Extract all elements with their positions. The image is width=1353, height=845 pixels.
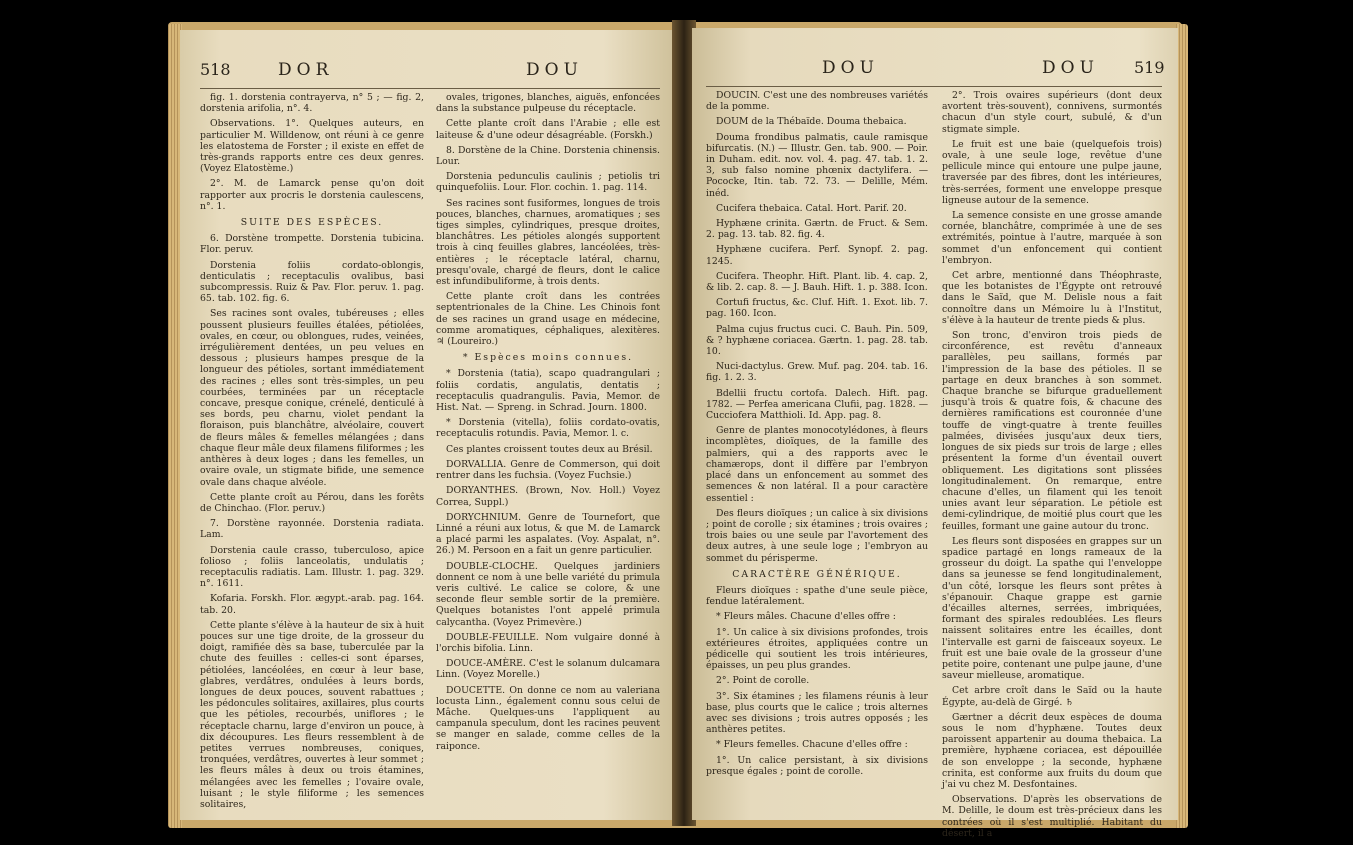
paragraph: Cucifera thebaica. Catal. Hort. Parif. 20. xyxy=(716,202,907,214)
paragraph: 2°. M. de Lamarck pense qu'on doit rapporter aux procris le dorstenia caulescens, n°. 1. xyxy=(200,178,424,212)
right-column-2 xyxy=(942,90,1162,843)
right-column-1 xyxy=(706,90,928,781)
head-rule-right xyxy=(706,86,1162,87)
paragraph: Les fleurs sont disposées en grappes sur un spadice partagé en longs rameaux de la grosseur du doigt. La spathe qui l'enveloppe dans sa jeunesse se fend longitudinalement, d'un côté, lorsque les fleurs sont prêtes à s'épanouir. Chaque grappe est garnie d'écailles alternes, serrées, imbriquées, formant des spirales redoublées. Les fleurs naissent solitaires entre les écailles, dont l'intervalle est garni de faisceaux soyeux. Le fruit est une baie ovale de la grosseur d'une petite poire, contenant une pulpe jaune, d'une saveur mielleuse, aromatique. xyxy=(942,535,1162,682)
paragraph: Le fruit est une baie (quelquefois trois) ovale, à une seule loge, revêtue d'une pellicule mince qui entoure une pulpe jaune, traversée par des fibres, dont les intérieures, très-serrées, forment une enveloppe presque ligneuse autour de la semence. xyxy=(942,138,1162,206)
paragraph: * Fleurs mâles. Chacune d'elles offre : xyxy=(716,611,896,623)
paragraph: Observations. D'après les observations de M. Delille, le doum est très-précieux dans les contrées où il s'est multiplié. Habitant du désert, il a xyxy=(942,794,1162,839)
paragraph: DOUBLE-CLOCHE. Quelques jardiniers donnent ce nom à une belle variété du primula veris cultivé. Le calice se colore, & une seconde fleur semble sortir de la première. Quelques botanistes l'ont appelé primula calycantha. (Voyez Primevère.) xyxy=(436,560,660,628)
running-head-right-1: DOU xyxy=(822,58,879,78)
left-page xyxy=(180,30,678,820)
paragraph: 1°. Un calice persistant, à six divisions presque égales ; point de corolle. xyxy=(706,754,928,777)
paragraph: 2°. Point de corolle. xyxy=(716,675,810,687)
paragraph: Gærtner a décrit deux espèces de douma sous le nom d'hyphæne. Toutes deux paroissent appartenir au douma thebaica. La première, hyphæne coriacea, est dépouillée de son enveloppe ; la seconde, hyphæne crinita, est conforme aux fruits du doum que j'ai vu chez M. Desfontaines. xyxy=(942,711,1162,790)
paragraph: Ces plantes croissent toutes deux au Brésil. xyxy=(446,443,653,455)
paragraph: Cet arbre, mentionné dans Théophraste, que les botanistes de l'Égypte ont retrouvé dans le Saïd, que M. Delisle nous a fait connoître dans un Mémoire lu à l'Institut, s'élève à la hauteur de trente pieds & plus. xyxy=(942,270,1162,326)
paragraph: Bdellii fructu cortofa. Dalech. Hift. pag. 1782. — Perfea americana Clufii, pag. 1828. — Cucciofera Matthioli. Id. App. pag. 8. xyxy=(706,387,928,422)
left-column-2 xyxy=(436,92,660,756)
paragraph: Dorstenia pedunculis caulinis ; petiolis tri quinquefoliis. Lour. Flor. cochin. 1. pag. 114. xyxy=(436,171,660,194)
paragraph: Genre de plantes monocotylédones, à fleurs incomplètes, dioïques, de la famille des palmiers, qui a des rapports avec le chamærops, dont il diffère par l'embryon placé dans un enfoncement au sommet des semences & non latéral. Il a pour caractère essentiel : xyxy=(706,425,928,504)
paragraph: 2°. Trois ovaires supérieurs (dont deux avortent très-souvent), connivens, surmontés chacun d'un style court, subulé, & d'un stigmate simple. xyxy=(942,90,1162,135)
paragraph: 3°. Six étamines ; les filamens réunis à leur base, plus courts que le calice ; trois alternes avec ses divisions ; trois autres opposés ; les anthères petites. xyxy=(706,690,928,736)
paragraph: DOUCIN. C'est une des nombreuses variétés de la pomme. xyxy=(706,90,928,113)
paragraph: Hyphæne cucifera. Perf. Synopf. 2. pag. 1245. xyxy=(706,244,928,267)
paragraph: DOUCETTE. On donne ce nom au valeriana locusta Linn., également connu sous celui de Mâche. Quelques-uns l'appliquent au campanula speculum, dont les racines peuvent se manger en salade, comme celles de la raiponce. xyxy=(436,684,660,752)
paragraph: fig. 1. dorstenia contrayerva, n° 5 ; — fig. 2, dorstenia arifolia, n°. 4. xyxy=(200,92,424,115)
paragraph: La semence consiste en une grosse amande cornée, blanchâtre, comprimée à une de ses extrémités, pointue à l'autre, marquée à son sommet d'un enfoncement qui contient l'embryon. xyxy=(942,210,1162,266)
paragraph: Cette plante croît dans l'Arabie ; elle est laiteuse & d'une odeur désagréable. (Forskh.) xyxy=(436,118,660,141)
page-number-left: 518 xyxy=(200,60,231,79)
paragraph: Dorstenia caule crasso, tuberculoso, apice folioso ; foliis lanceolatis, undulatis ; receptaculis radiatis. Lam. Illustr. 1. pag. 329. n°. 1611. xyxy=(200,544,424,590)
paragraph: DORYANTHES. (Brown, Nov. Holl.) Voyez Correa, Suppl.) xyxy=(436,485,660,508)
running-head-left-1: DOR xyxy=(278,60,334,80)
paragraph: SUITE DES ESPÈCES. xyxy=(240,217,384,229)
paragraph: Cette plante s'élève à la hauteur de six à huit pouces sur une tige droite, de la grosseur du doigt, ramifiée dès sa base, tuberculée par la chute des feuilles : celles-ci sont éparses, pétiolées, lancéolées, en cœur à leur base, glabres, verdâtres, ondulées à leurs bords, longues de deux pouces, souvent rabattues ; les pédoncules solitaires, axillaires, plus courts que les pétioles, recourbés, uniflores ; le réceptacle charnu, large d'environ un pouce, à dix découpures. Les fleurs ressemblent à de petites verrues nombreuses, coniques, tronquées, verdâtres, ouvertes à leur sommet ; les fleurs mâles à deux ou trois étamines, mélangées avec les femelles ; l'ovaire ovale, luisant ; le style filiforme ; les semences solitaires, xyxy=(200,619,424,810)
paragraph: 7. Dorstène rayonnée. Dorstenia radiata. Lam. xyxy=(200,518,424,541)
paragraph: ovales, trigones, blanches, aiguës, enfoncées dans la substance pulpeuse du réceptacle. xyxy=(436,92,660,115)
paragraph: * Espèces moins connues. xyxy=(462,352,634,364)
right-page xyxy=(692,28,1178,839)
paragraph: Cette plante croît dans les contrées septentrionales de la Chine. Les Chinois font de ses racines un grand usage en médecine, comme aromatiques, céphaliques, alexitères. ♃ (Loureiro.) xyxy=(436,291,660,348)
paragraph: Douma frondibus palmatis, caule ramisque bifurcatis. (N.) — Illustr. Gen. tab. 900. — Poir. in Duham. edit. nov. vol. 4. pag. 47. tab. 1. 2. 3, sub falso nomine phœnix dactylifera. — Pococke, Itin. tab. 72. 73. — Delille, Mém. inéd. xyxy=(706,131,928,199)
running-head-left-2: DOU xyxy=(526,60,583,80)
paragraph: Ses racines sont fusiformes, longues de trois pouces, blanches, charnues, aromatiques ; ses tiges simples, cylindriques, presque droites, blanchâtres. Les pétioles alongés supportent trois à cinq feuilles glabres, lancéolées, très-entières ; le réceptacle latéral, charnu, presqu'ovale, chargé de fleurs, dont le calice est infundibuliforme, à trois dents. xyxy=(436,197,660,288)
paragraph: 6. Dorstène trompette. Dorstenia tubicina. Flor. peruv. xyxy=(200,233,424,256)
paragraph: Cet arbre croît dans le Saïd ou la haute Égypte, au-delà de Girgé. ♄ xyxy=(942,685,1162,708)
paragraph: Kofaria. Forskh. Flor. ægypt.-arab. pag. 164. tab. 20. xyxy=(200,593,424,616)
paragraph: * Dorstenia (tatia), scapo quadrangulari ; foliis cordatis, angulatis, dentatis ; receptaculis quadrangulis. Pavia, Memor. de Hist. Nat. — Spreng. in Schrad. Journ. 1800. xyxy=(436,368,660,414)
paragraph: Observations. 1°. Quelques auteurs, en particulier M. Willdenow, ont réuni à ce genre les elatostema de Forster ; il existe en effet de très-grands rapports entre ces deux genres. (Voyez Elatostème.) xyxy=(200,118,424,175)
paragraph: DOUCE-AMÈRE. C'est le solanum dulcamara Linn. (Voyez Morelle.) xyxy=(436,658,660,681)
paragraph: * Dorstenia (vitella), foliis cordato-ovatis, receptaculis rotundis. Pavia, Memor. l. c. xyxy=(436,417,660,440)
paragraph: DORYCHNIUM. Genre de Tournefort, que Linné a réuni aux lotus, & que M. de Lamarck a placé parmi les aspalates. (Voy. Aspalat, n°. 26.) M. Persoon en a fait un genre particulier. xyxy=(436,511,660,557)
paragraph: Hyphæne crinita. Gærtn. de Fruct. & Sem. 2. pag. 13. tab. 82. fig. 4. xyxy=(706,218,928,241)
paragraph: Palma cujus fructus cuci. C. Bauh. Pin. 509, & ? hyphæne coriacea. Gærtn. 1. pag. 28. tab. 10. xyxy=(706,323,928,358)
paragraph: DOUM de la Thébaïde. Douma thebaica. xyxy=(716,116,907,128)
head-rule-left xyxy=(200,88,660,89)
left-column-1 xyxy=(200,92,424,814)
paragraph: Des fleurs dioïques ; un calice à six divisions ; point de corolle ; six étamines ; trois ovaires ; trois baies ou une seule par l'avortement des deux autres, à une seule loge ; l'embryon au sommet du périsperme. xyxy=(706,507,928,564)
paragraph: DORVALLIA. Genre de Commerson, qui doit rentrer dans les fuchsia. (Voyez Fuchsie.) xyxy=(436,458,660,482)
paragraph: Dorstenia foliis cordato-oblongis, denticulatis ; receptaculis ovalibus, basi subcompressis. Ruiz & Pav. Flor. peruv. 1. pag. 65. tab. 102. fig. 6. xyxy=(200,259,424,305)
paragraph: 1°. Un calice à six divisions profondes, trois extérieures étroites, appliquées contre un pédicelle qui soutient les trois intérieures, épaisses, un peu plus grandes. xyxy=(706,626,928,672)
paragraph: DOUBLE-FEUILLE. Nom vulgaire donné à l'orchis bifolia. Linn. xyxy=(436,631,660,654)
page-number-right: 519 xyxy=(1134,58,1165,77)
paragraph: Cortufi fructus, &c. Cluf. Hift. 1. Exot. lib. 7. pag. 160. Icon. xyxy=(706,297,928,320)
paragraph: Fleurs dioïques : spathe d'une seule pièce, fendue latéralement. xyxy=(706,584,928,608)
paragraph: Son tronc, d'environ trois pieds de circonférence, est revêtu d'anneaux parallèles, peu saillans, formés par l'impression de la base des pétioles. Il se partage en deux branches à son sommet. Chaque branche se bifurque graduellement jusqu'à trois & quatre fois, & chacune des dernières ramifications est couronnée d'une touffe de vingt-quatre à trente feuilles palmées, divisées jusqu'aux deux tiers, longues de six pieds sur trois de large ; elles présentent la forme d'un éventail ouvert obliquement. Les digitations sont plissées longitudinalement. On remarque, entre chacune d'elles, un filament qui les tenoit unies avant leur séparation. Le pétiole est demi-cylindrique, de moitié plus court que les feuilles, formant une gaine autour du tronc. xyxy=(942,330,1162,532)
paragraph: Nuci-dactylus. Grew. Muf. pag. 204. tab. 16. fig. 1. 2. 3. xyxy=(706,361,928,384)
paragraph: * Fleurs femelles. Chacune d'elles offre : xyxy=(716,739,908,751)
running-head-right-2: DOU xyxy=(1042,58,1099,78)
paragraph: CARACTÈRE GÉNÉRIQUE. xyxy=(732,568,902,580)
paragraph: Ses racines sont ovales, tubéreuses ; elles poussent plusieurs feuilles étalées, pétiolées, ovales, en cœur, ou oblongues, rudes, veinées, irrégulièrement dentées, un peu velues en dessous ; plusieurs hampes presque de la longueur des pétioles, sortant immédiatement des racines ; elles sont très-simples, un peu courbées, terminées par un réceptacle concave, presque conique, crénelé, denticulé à ses bords, peu charnu, violet pendant la floraison, puis blanchâtre, alvéolaire, couvert de fleurs mâles & femelles mélangées ; dans chaque fleur mâle deux filamens filiformes ; les anthères à deux loges ; dans les femelles, un ovaire ovale, un stigmate bifide, une semence ovale dans chaque alvéole. xyxy=(200,308,424,488)
paragraph: Cette plante croît au Pérou, dans les forêts de Chinchao. (Flor. peruv.) xyxy=(200,491,424,514)
paragraph: 8. Dorstène de la Chine. Dorstenia chinensis. Lour. xyxy=(436,144,660,168)
paragraph: Cucifera. Theophr. Hift. Plant. lib. 4. cap. 2, & lib. 2. cap. 8. — J. Bauh. Hift. 1. p. 388. Icon. xyxy=(706,270,928,294)
